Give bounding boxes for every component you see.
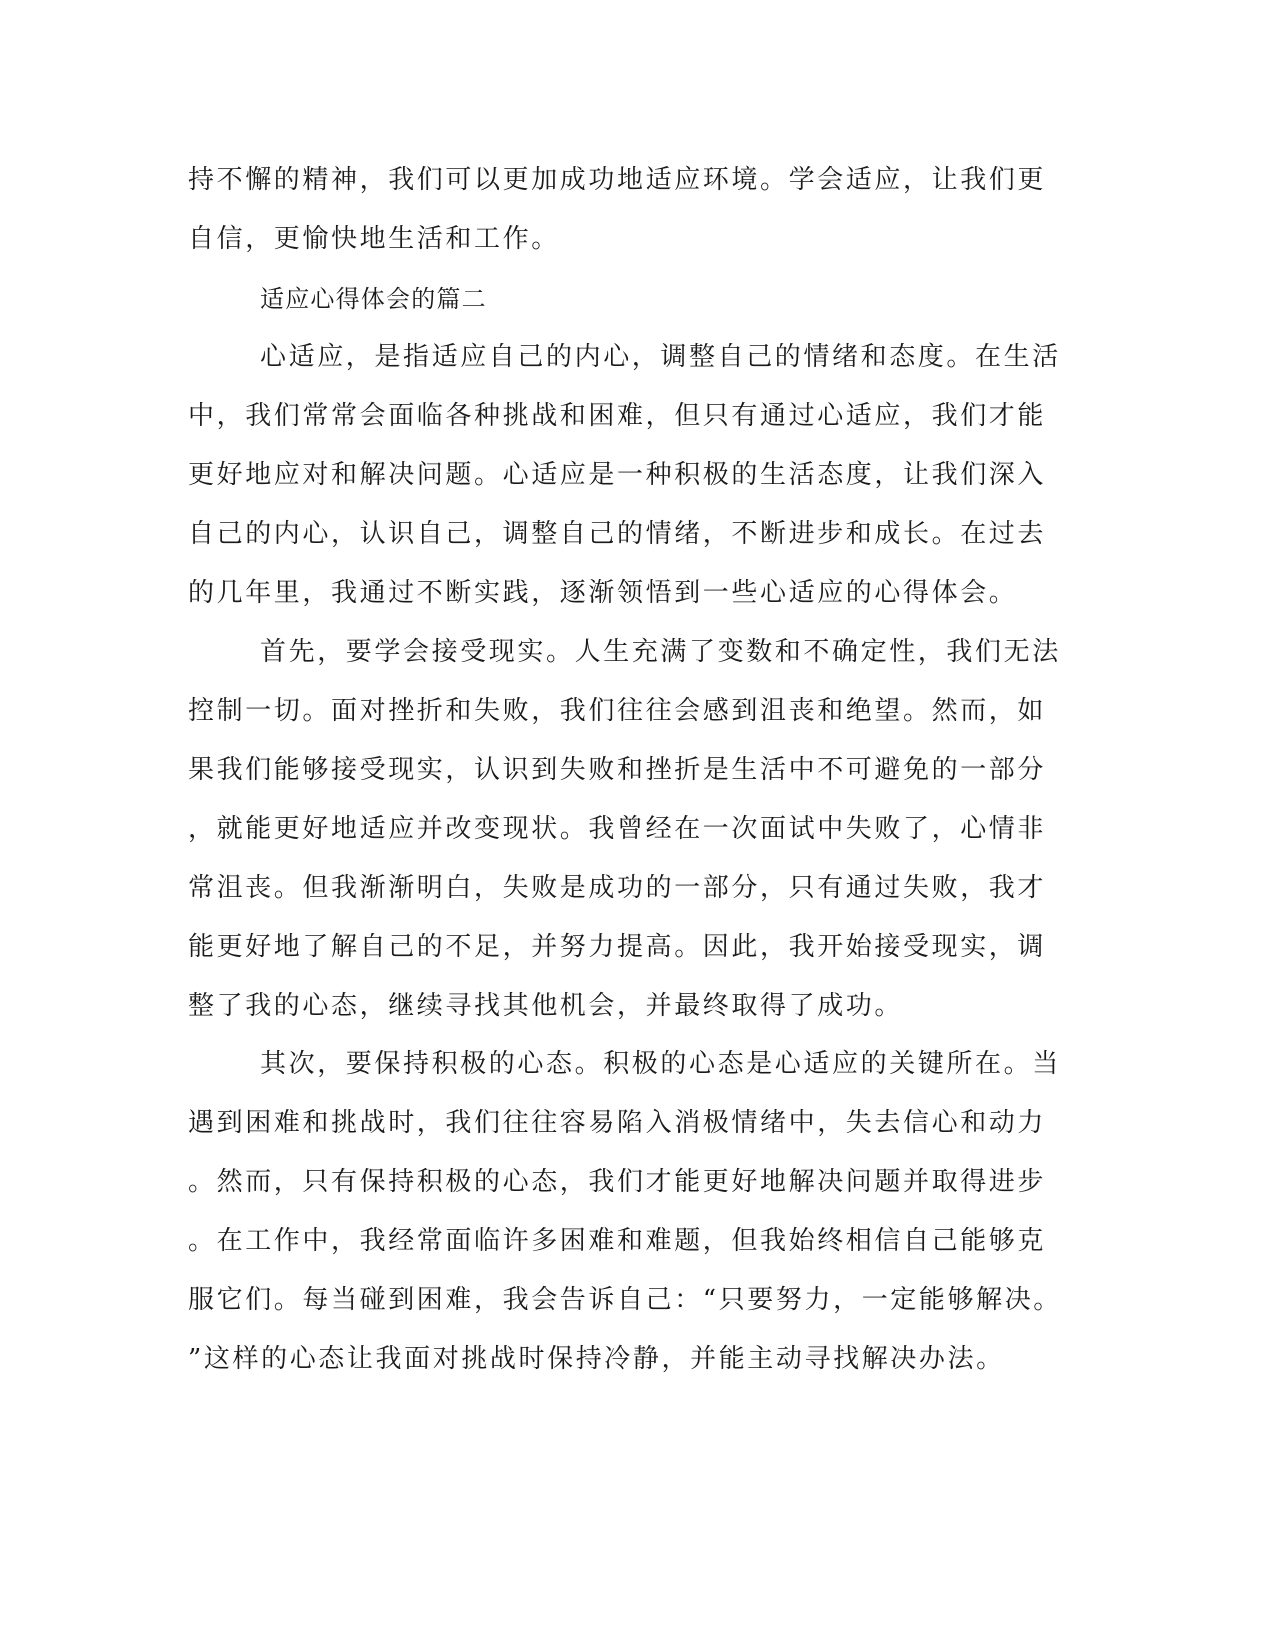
text-line: 服它们。每当碰到困难，我会告诉自己：“只要努力，一定能够解决。 xyxy=(188,1285,1062,1315)
text-line: 自信，更愉快地生活和工作。 xyxy=(188,224,560,254)
text-line: 更好地应对和解决问题。心适应是一种积极的生活态度，让我们深入 xyxy=(188,460,1047,490)
text-line: 控制一切。面对挫折和失败，我们往往会感到沮丧和绝望。然而，如 xyxy=(188,696,1047,726)
text-line: 遇到困难和挑战时，我们往往容易陷入消极情绪中，失去信心和动力 xyxy=(188,1108,1047,1138)
text-line: 。然而，只有保持积极的心态，我们才能更好地解决问题并取得进步 xyxy=(188,1167,1047,1197)
section-heading: 适应心得体会的篇二 xyxy=(260,285,487,313)
paragraph-first-line: 心适应，是指适应自己的内心，调整自己的情绪和态度。在生活 xyxy=(260,342,1061,372)
text-line: 能更好地了解自己的不足，并努力提高。因此，我开始接受现实，调 xyxy=(188,932,1047,962)
text-line: 果我们能够接受现实，认识到失败和挫折是生活中不可避免的一部分 xyxy=(188,755,1047,785)
text-line: 自己的内心，认识自己，调整自己的情绪，不断进步和成长。在过去 xyxy=(188,519,1047,549)
text-line: 持不懈的精神，我们可以更加成功地适应环境。学会适应，让我们更 xyxy=(188,165,1047,195)
text-line: 中，我们常常会面临各种挑战和困难，但只有通过心适应，我们才能 xyxy=(188,401,1047,431)
text-line: 常沮丧。但我渐渐明白，失败是成功的一部分，只有通过失败，我才 xyxy=(188,873,1047,903)
text-line: 。在工作中，我经常面临许多困难和难题，但我始终相信自己能够克 xyxy=(188,1226,1047,1256)
text-line: ”这样的心态让我面对挑战时保持冷静，并能主动寻找解决办法。 xyxy=(188,1344,1005,1374)
paragraph-first-line: 其次，要保持积极的心态。积极的心态是心适应的关键所在。当 xyxy=(260,1049,1061,1079)
text-line: 的几年里，我通过不断实践，逐渐领悟到一些心适应的心得体会。 xyxy=(188,578,1018,608)
text-line: ，就能更好地适应并改变现状。我曾经在一次面试中失败了，心情非 xyxy=(188,814,1047,844)
paragraph-first-line: 首先，要学会接受现实。人生充满了变数和不确定性，我们无法 xyxy=(260,637,1061,667)
text-line: 整了我的心态，继续寻找其他机会，并最终取得了成功。 xyxy=(188,991,904,1021)
